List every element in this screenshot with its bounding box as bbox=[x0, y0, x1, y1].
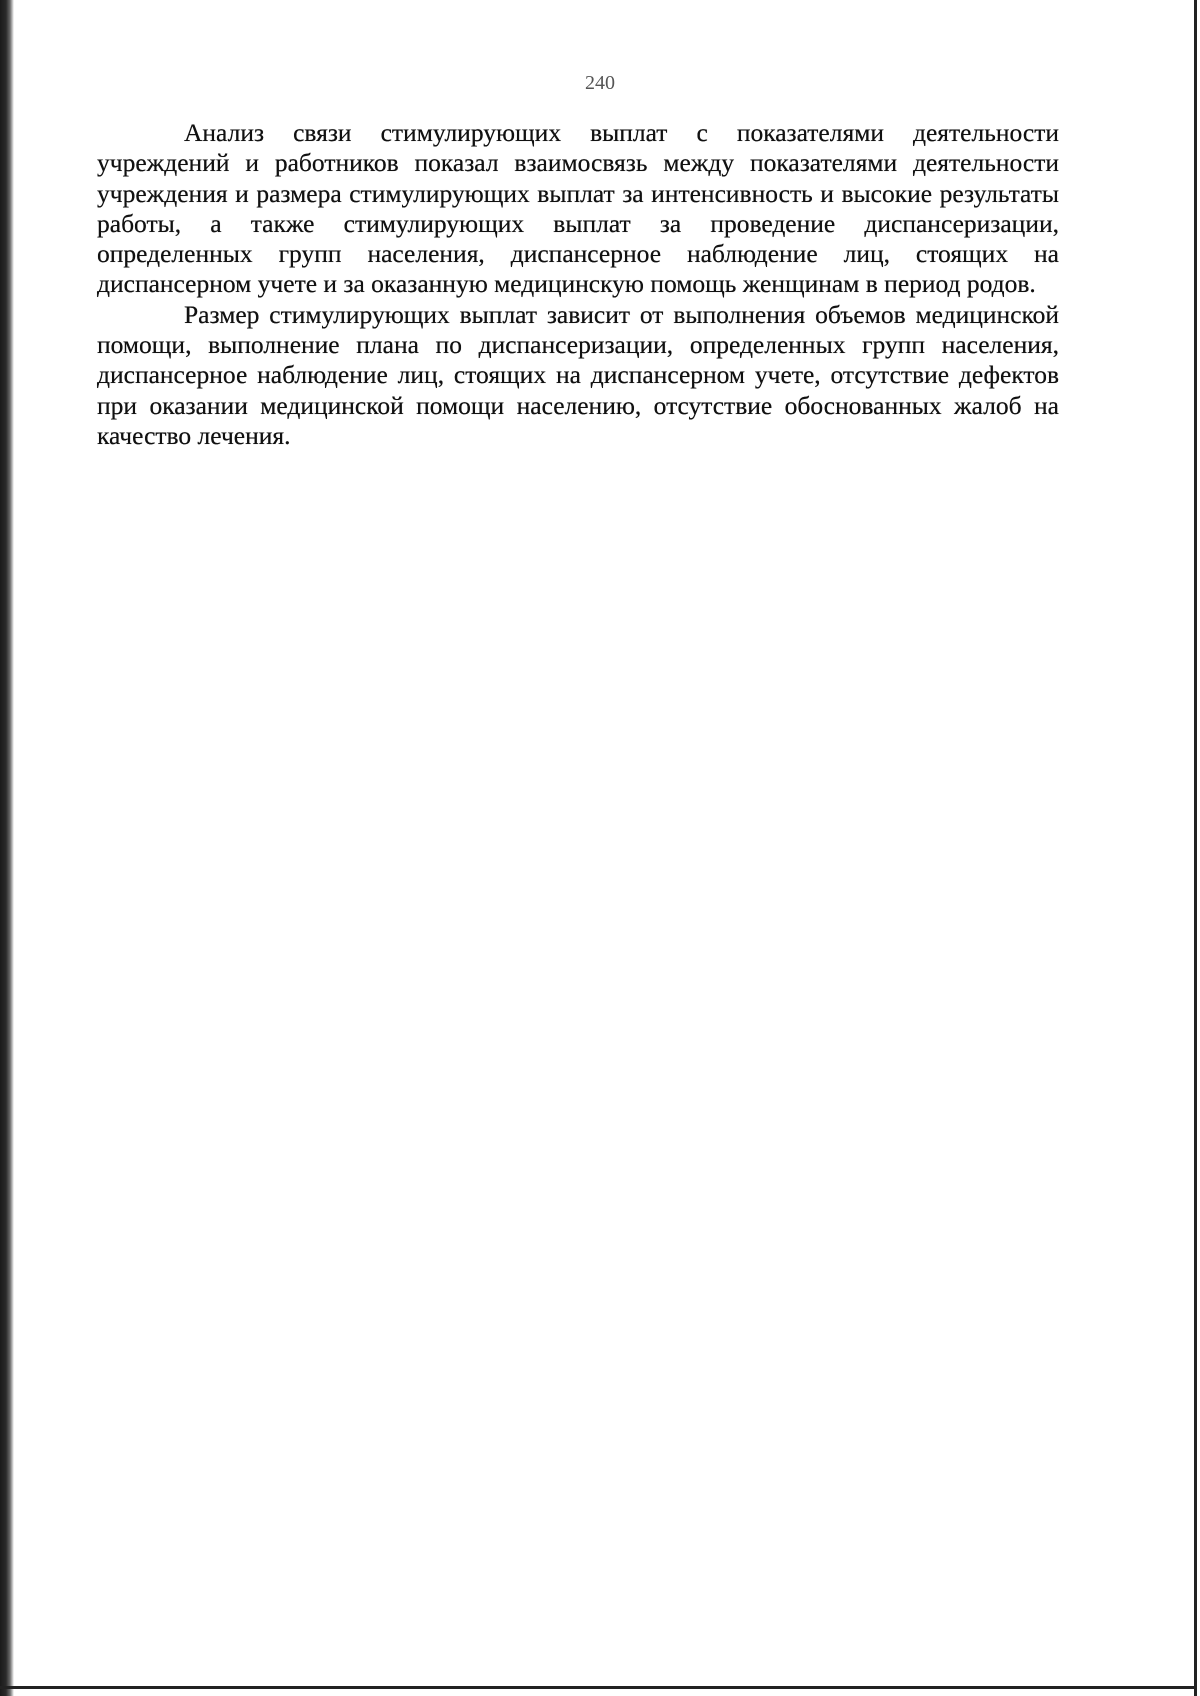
document-body bbox=[97, 118, 1059, 451]
scan-right-border bbox=[1194, 0, 1197, 1696]
scan-left-edge bbox=[0, 0, 14, 1696]
paragraph-stimulus-analysis: Анализ связи стимулирующих выплат с показателями деятельности учреждений и работников показал взаимосвязь между показателями деятельности учреждения и размера стимулирующих выплат за интенсивность и высокие результаты работы, а также стимулирующих выплат за проведение диспансеризации, определенных групп населения, диспансерное наблюдение лиц, стоящих на диспансерном учете и за оказанную медицинскую помощь женщинам в период родов. bbox=[97, 118, 1059, 299]
scan-bottom-border bbox=[0, 1686, 1197, 1689]
page-number: 240 bbox=[585, 72, 615, 94]
paragraph-stimulus-size: Размер стимулирующих выплат зависит от выполнения объемов медицинской помощи, выполнение плана по диспансеризации, определенных групп населения, диспансерное наблюдение лиц, стоящих на диспансерном учете, отсутствие дефектов при оказании медицинской помощи населению, отсутствие обоснованных жалоб на качество лечения. bbox=[97, 299, 1059, 450]
